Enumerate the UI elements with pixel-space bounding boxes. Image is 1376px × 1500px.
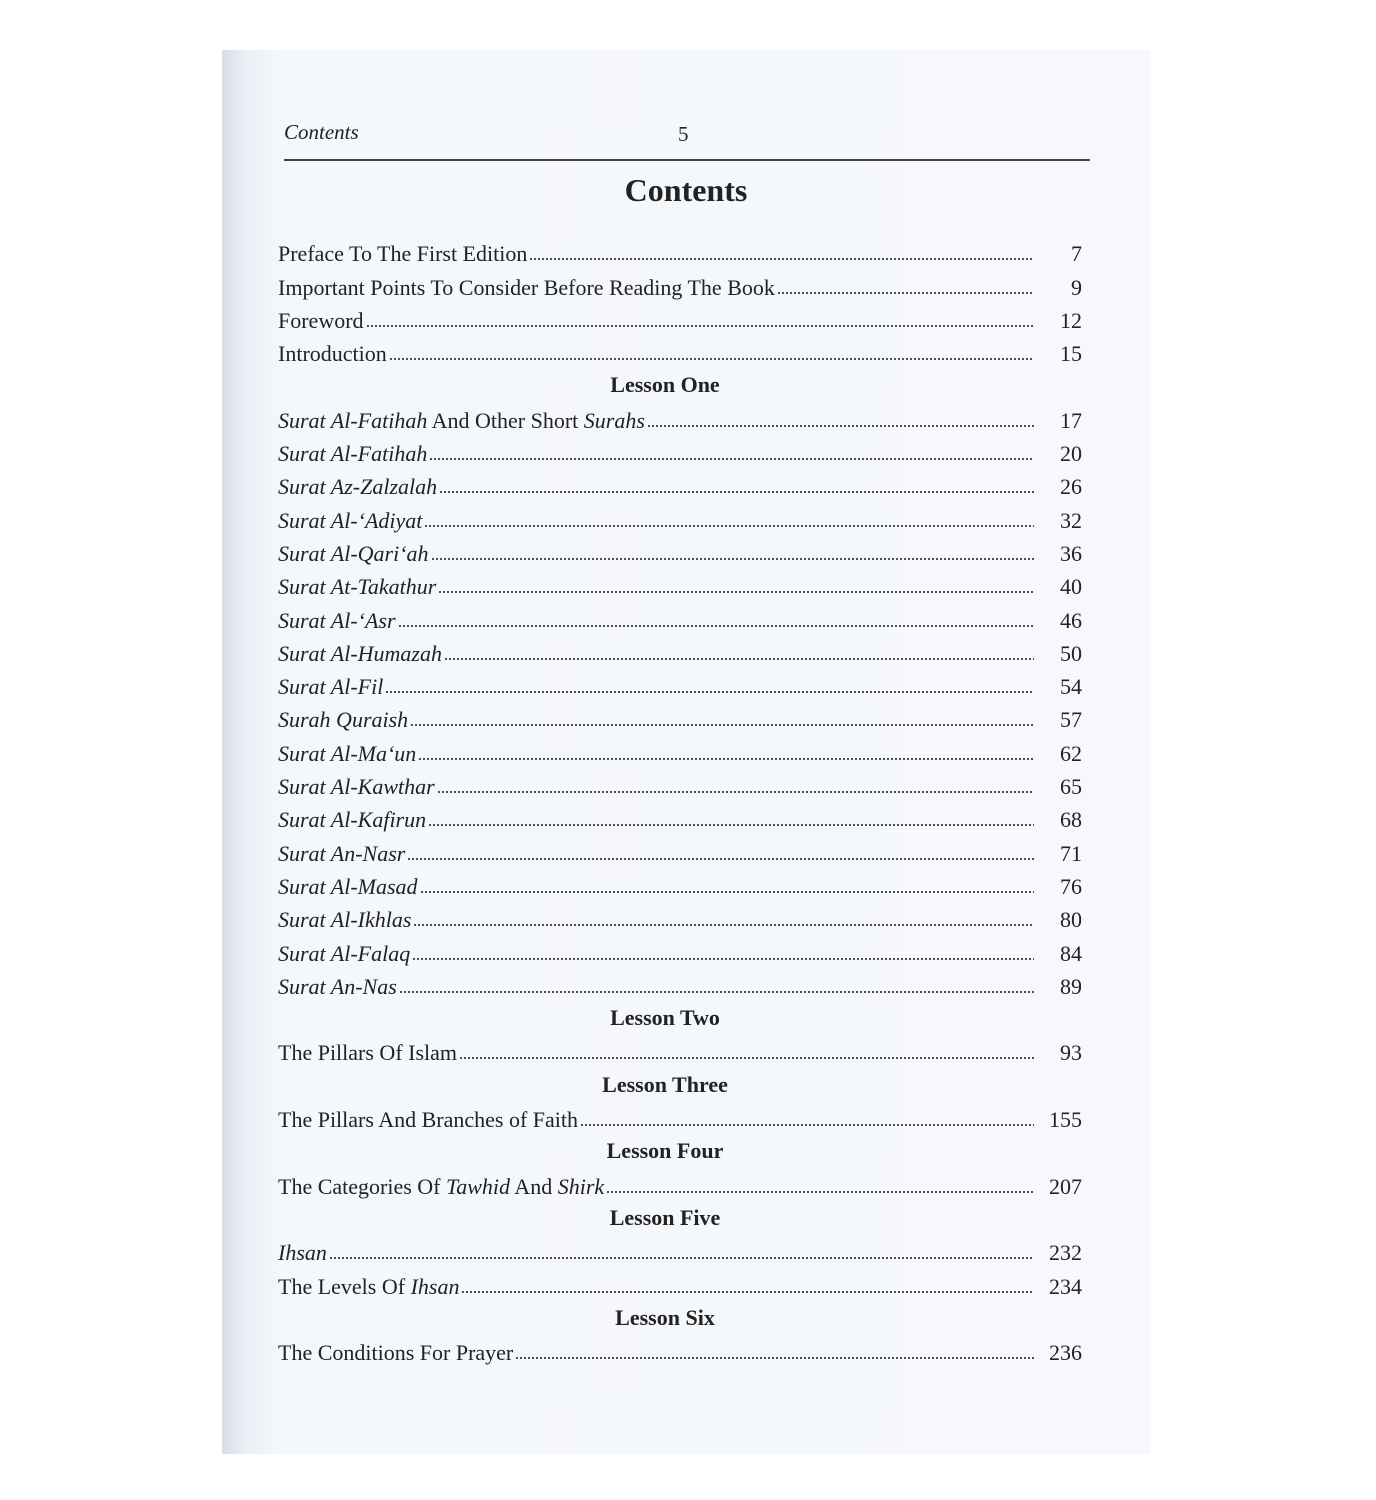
toc-entry <box>278 665 1082 698</box>
dot-leader <box>412 958 1034 960</box>
lesson-heading: Lesson Three <box>602 1071 728 1097</box>
toc-entry-title-italic: Surat Al-Fatihah <box>278 441 428 467</box>
toc-entry <box>278 465 1082 498</box>
toc-entry-title <box>278 243 527 265</box>
toc-entry-title-italic: Tawhid <box>446 1173 511 1199</box>
dot-leader <box>439 491 1034 493</box>
dot-leader <box>438 591 1034 593</box>
toc-entry-page-number: 207 <box>1049 1173 1082 1199</box>
toc-entry-page-number: 236 <box>1049 1340 1082 1366</box>
toc-entry-page-number: 54 <box>1060 674 1082 700</box>
toc-entry <box>278 931 1082 964</box>
toc-entry <box>278 765 1082 798</box>
toc-entry-title-italic: Surat An-Nasr <box>278 840 406 866</box>
toc-entry-page-number: 155 <box>1049 1107 1082 1133</box>
toc-entry-title-italic: Surat Al-‘Asr <box>278 607 396 633</box>
toc-entry-title <box>278 840 406 866</box>
dot-leader <box>385 691 1034 693</box>
toc-entry-title-text: The Pillars And Branches of Faith <box>278 1107 579 1133</box>
toc-entry-title <box>278 940 411 966</box>
toc-entry-title <box>278 476 437 498</box>
toc-entry-title <box>278 540 429 566</box>
dot-leader <box>429 458 1034 460</box>
toc-entry-page-number: 62 <box>1060 740 1082 766</box>
toc-entry-title <box>278 443 427 465</box>
dot-leader <box>366 325 1034 327</box>
toc-entry <box>278 299 1082 332</box>
toc-entry-title <box>278 1042 457 1064</box>
toc-entry-title-italic: Surat Az-Zalzalah <box>278 474 438 500</box>
toc-entry-title <box>278 307 364 333</box>
toc-entry-page-number: 80 <box>1060 907 1082 933</box>
toc-entry-title-italic: Surat Al-Humazah <box>278 640 442 666</box>
toc-entry <box>278 332 1082 365</box>
toc-entry-title-italic: Surat Al-Fil <box>278 674 384 700</box>
toc-entry-page-number: 15 <box>1060 341 1082 367</box>
toc-entry-title-text: And Other Short <box>427 407 584 433</box>
toc-entry-title <box>278 776 435 798</box>
toc-entry <box>278 1098 1082 1131</box>
lesson-heading: Lesson Four <box>606 1138 724 1164</box>
toc-entry-page-number: 12 <box>1060 307 1082 333</box>
toc-entry-page-number: 65 <box>1060 774 1082 800</box>
page-title: Contents <box>624 172 748 208</box>
dot-leader <box>459 1057 1034 1059</box>
toc-entry <box>278 898 1082 931</box>
toc-entry <box>278 432 1082 465</box>
toc-entry-page-number: 232 <box>1049 1240 1082 1266</box>
toc-entry <box>278 632 1082 665</box>
toc-entry-title-italic: Ihsan <box>278 1240 327 1266</box>
toc-entry-page-number: 32 <box>1060 507 1082 533</box>
toc-entry-page-number: 93 <box>1060 1040 1082 1066</box>
toc-entry-page-number: 234 <box>1049 1273 1082 1299</box>
dot-leader <box>329 1257 1034 1259</box>
toc-entry-title-italic: Surat Al-Masad <box>278 873 418 899</box>
toc-entry-title-text: And <box>510 1173 558 1199</box>
toc-entry-title <box>278 1173 605 1199</box>
toc-entry-title-italic: Ihsan <box>410 1273 460 1299</box>
dot-leader <box>420 891 1034 893</box>
toc-entry-title-italic: Surat Al-Qari‘ah <box>278 540 429 566</box>
toc-entry-title-text: The Categories Of <box>278 1173 446 1199</box>
toc-entry-title <box>278 1109 578 1131</box>
table-of-contents <box>278 232 1082 1364</box>
dot-leader <box>437 791 1034 793</box>
toc-entry <box>278 498 1082 531</box>
header-rule <box>284 159 1090 161</box>
toc-entry-title-text: The Pillars Of Islam <box>278 1040 458 1066</box>
dot-leader <box>461 1291 1034 1293</box>
toc-entry <box>278 598 1082 631</box>
toc-entry <box>278 831 1082 864</box>
toc-entry-page-number: 20 <box>1060 441 1082 467</box>
toc-entry-page-number: 7 <box>1071 241 1082 267</box>
toc-entry-page-number: 84 <box>1060 940 1082 966</box>
dot-leader <box>515 1357 1034 1359</box>
toc-entry-page-number: 50 <box>1060 640 1082 666</box>
toc-entry-title <box>278 343 387 365</box>
book-page <box>222 50 1150 1454</box>
dot-leader <box>418 758 1034 760</box>
dot-leader <box>407 858 1034 860</box>
toc-entry <box>278 798 1082 831</box>
toc-entry-title-italic: Shirk <box>557 1173 605 1199</box>
dot-leader <box>444 658 1034 660</box>
dot-leader <box>399 991 1034 993</box>
toc-entry-title <box>278 576 436 598</box>
toc-entry <box>278 1264 1082 1297</box>
toc-entry-title <box>278 809 426 831</box>
toc-entry-title <box>278 607 396 633</box>
toc-entry-page-number: 9 <box>1071 274 1082 300</box>
toc-entry-title-italic: Surat An-Nas <box>278 973 397 999</box>
toc-entry-title-text: Important Points To Consider Before Reading The Book <box>278 274 775 300</box>
toc-entry-title-italic: Surat Al-Ikhlas <box>278 907 412 933</box>
dot-leader <box>424 525 1034 527</box>
toc-entry-title <box>278 274 775 300</box>
toc-entry-title-text: Preface To The First Edition <box>278 241 528 267</box>
toc-entry-page-number: 46 <box>1060 607 1082 633</box>
dot-leader <box>777 292 1034 294</box>
dot-leader <box>431 558 1034 560</box>
toc-entry <box>278 1031 1082 1064</box>
toc-entry-title-italic: Surat Al-Falaq <box>278 940 411 966</box>
toc-entry-title <box>278 1342 513 1364</box>
toc-entry-title-italic: Surat Al-Kafirun <box>278 807 427 833</box>
toc-entry <box>278 398 1082 431</box>
toc-entry-title <box>278 507 423 533</box>
lesson-heading: Lesson Five <box>609 1204 721 1230</box>
running-head <box>284 120 1088 160</box>
dot-leader <box>580 1124 1034 1126</box>
dot-leader <box>389 358 1034 360</box>
dot-leader <box>398 625 1034 627</box>
toc-entry-title-text: The Levels Of <box>278 1273 411 1299</box>
toc-entry-page-number: 71 <box>1060 840 1082 866</box>
toc-entry-page-number: 40 <box>1060 574 1082 600</box>
toc-entry-title <box>278 740 417 766</box>
toc-entry-title-italic: Surat At-Takathur <box>278 574 437 600</box>
lesson-heading: Lesson Two <box>610 1005 720 1031</box>
toc-entry-title <box>278 1273 460 1299</box>
dot-leader <box>647 425 1034 427</box>
toc-entry-title <box>278 973 397 999</box>
toc-entry-title <box>278 676 383 698</box>
dot-leader <box>606 1191 1034 1193</box>
toc-entry <box>278 865 1082 898</box>
toc-entry-title-italic: Surahs <box>583 407 645 433</box>
toc-entry-page-number: 57 <box>1060 707 1082 733</box>
running-head-page-number: 5 <box>678 122 689 146</box>
running-head-title: Contents <box>284 120 359 144</box>
toc-entry-title <box>278 709 408 731</box>
toc-entry <box>278 698 1082 731</box>
toc-entry-page-number: 89 <box>1060 973 1082 999</box>
toc-entry <box>278 532 1082 565</box>
toc-entry-title <box>278 407 645 433</box>
toc-entry-title <box>278 873 418 899</box>
dot-leader <box>410 724 1034 726</box>
toc-entry-page-number: 26 <box>1060 474 1082 500</box>
toc-entry-title <box>278 909 411 931</box>
toc-entry <box>278 1331 1082 1364</box>
toc-entry-page-number: 76 <box>1060 873 1082 899</box>
toc-entry-page-number: 36 <box>1060 540 1082 566</box>
lesson-heading: Lesson Six <box>615 1304 715 1330</box>
toc-entry <box>278 232 1082 265</box>
toc-entry-title-italic: Surat Al-Kawthar <box>278 774 435 800</box>
toc-entry-title <box>278 1242 327 1264</box>
toc-entry-page-number: 17 <box>1060 407 1082 433</box>
dot-leader <box>428 824 1034 826</box>
toc-entry-title-text: Introduction <box>278 341 387 367</box>
toc-entry <box>278 265 1082 298</box>
toc-entry-title <box>278 640 442 666</box>
lesson-heading: Lesson One <box>610 372 720 398</box>
toc-entry-title-italic: Surah Quraish <box>278 707 409 733</box>
toc-entry <box>278 565 1082 598</box>
toc-entry <box>278 731 1082 764</box>
toc-entry <box>278 1164 1082 1197</box>
toc-entry-title-text: Foreword <box>278 307 364 333</box>
toc-entry-page-number: 68 <box>1060 807 1082 833</box>
toc-entry <box>278 1231 1082 1264</box>
toc-entry <box>278 965 1082 998</box>
toc-entry-title-italic: Surat Al-Ma‘un <box>278 740 417 766</box>
dot-leader <box>413 924 1034 926</box>
toc-entry-title-italic: Surat Al-Fatihah <box>278 407 428 433</box>
toc-entry-title-text: The Conditions For Prayer <box>278 1340 514 1366</box>
toc-entry-title-italic: Surat Al-‘Adiyat <box>278 507 423 533</box>
dot-leader <box>529 258 1034 260</box>
